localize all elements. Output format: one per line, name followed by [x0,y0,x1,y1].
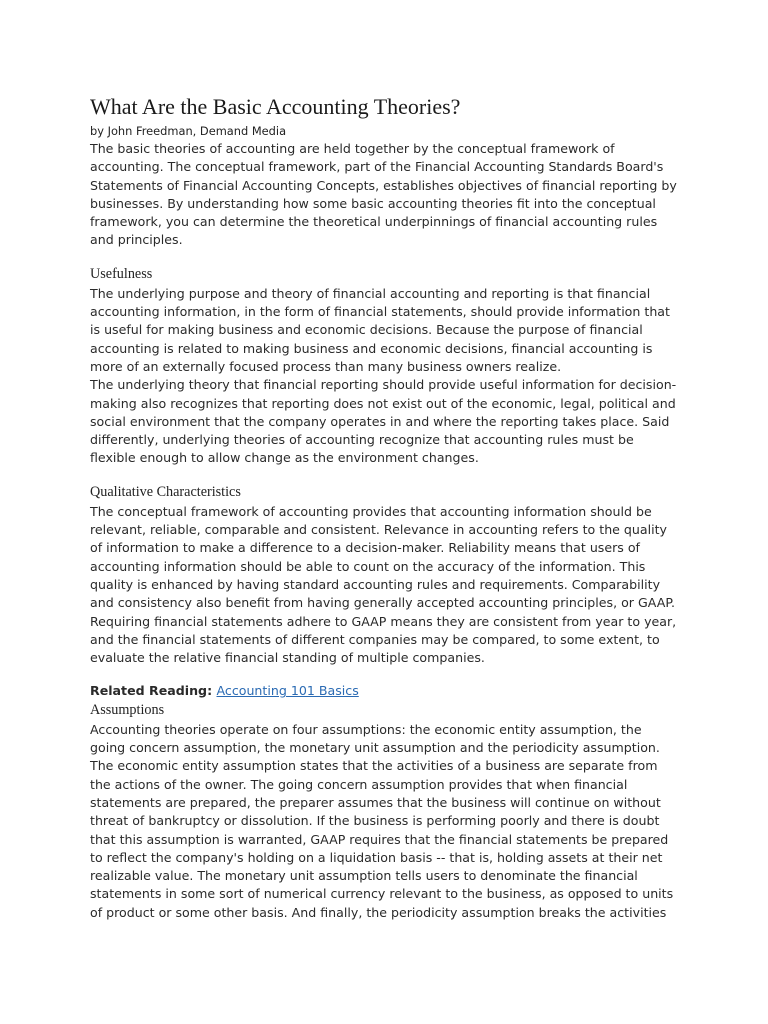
related-reading-link[interactable]: Accounting 101 Basics [216,683,359,699]
article [90,92,680,922]
usefulness-paragraph-2: The underlying theory that financial reporting should provide useful information for decision-making also recognizes that reporting does not exist out of the economic, legal, political and social environment that the company operates in and where the reporting takes place. Said differently, underlying theories of accounting recognize that accounting rules must be flexible enough to allow change as the environment changes. [90,377,677,466]
related-reading [90,682,680,700]
related-reading-label: Related Reading: [90,683,217,699]
section-heading-assumptions: Assumptions [90,701,165,718]
article-title: What Are the Basic Accounting Theories? [90,94,461,119]
assumptions-paragraph-1: Accounting theories operate on four assumptions: the economic entity assumption, the going concern assumption, the monetary unit assumption and the periodicity assumption. The economic entity assumption states that the activities of a business are separate from the actions of the owner. The going concern assumption provides that when financial statements are prepared, the preparer assumes that the business will continue on without threat of bankruptcy or dissolution. If the business is performing poorly and there is doubt that this assumption is warranted, GAAP requires that the financial statements be prepared to reflect the company's holding on a liquidation basis -- that is, holding assets at their net realizable value. The monetary unit assumption tells users to denominate the financial statements in some sort of numerical currency relevant to the business, as opposed to units of product or some other basis. And finally, the periodicity assumption breaks the activities [90,721,674,920]
section-heading-qualitative-characteristics: Qualitative Characteristics [90,483,241,500]
usefulness-paragraph-1: The underlying purpose and theory of financial accounting and reporting is that financial accounting information, in the form of financial statements, should provide information that is useful for making business and economic decisions. Because the purpose of financial accounting is related to making business and economic decisions, financial accounting is more of an externally focused process than many business owners realize. [90,285,670,374]
section-heading-usefulness: Usefulness [90,265,153,282]
intro-paragraph: The basic theories of accounting are held together by the conceptual framework of accounting. The conceptual framework, part of the Financial Accounting Standards Board's Statements of Financial Accounting Concepts, establishes objectives of financial reporting by businesses. By understanding how some basic accounting theories fit into the conceptual framework, you can determine the theoretical underpinnings of financial accounting rules and principles. [90,141,677,248]
qualitative-paragraph-1: The conceptual framework of accounting provides that accounting information should be relevant, reliable, comparable and consistent. Relevance in accounting refers to the quality of information to make a difference to a decision-maker. Reliability means that users of accounting information should be able to count on the accuracy of the information. This quality is enhanced by having standard accounting rules and requirements. Comparability and consistency also benefit from having generally accepted accounting principles, or GAAP. Requiring financial statements adhere to GAAP means they are consistent from year to year, and the financial statements of different companies may be compared, to some extent, to evaluate the relative financial standing of multiple companies. [90,503,677,666]
byline: by John Freedman, Demand Media [90,124,287,138]
